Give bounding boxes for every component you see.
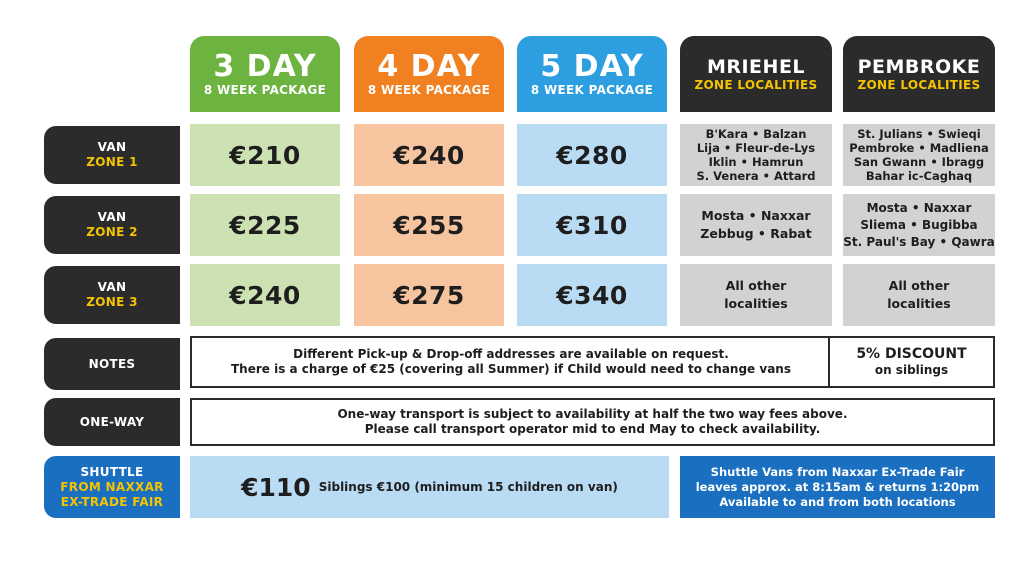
header-pembroke xyxy=(843,36,995,112)
one-way-line-1: One-way transport is subject to availability at half the two way fees above. xyxy=(337,407,848,421)
header-mriehel xyxy=(680,36,832,112)
shuttle-label-3: EX-TRADE FAIR xyxy=(60,494,164,509)
row-label-zone-1-zone: ZONE 1 xyxy=(86,155,138,169)
one-way-line-2: Please call transport operator mid to end May to check availability. xyxy=(364,422,821,436)
discount-title: 5% DISCOUNT xyxy=(856,346,967,362)
row-label-zone-3-zone: ZONE 3 xyxy=(86,295,138,309)
locality-line: All other xyxy=(888,278,950,293)
shuttle-info-line-3: Available to and from both locations xyxy=(719,494,956,509)
locality-line: Zebbug • Rabat xyxy=(700,226,812,241)
shuttle-label-1: SHUTTLE xyxy=(80,464,144,479)
row-label-one-way xyxy=(44,398,180,446)
shuttle-siblings-text: Siblings €100 (minimum 15 children on van) xyxy=(318,480,618,494)
header-mriehel-subtitle: ZONE LOCALITIES xyxy=(694,78,818,92)
shuttle-info-line-2: leaves approx. at 8:15am & returns 1:20pm xyxy=(695,479,980,494)
header-4-day xyxy=(354,36,504,112)
mriehel-zone-2-localities xyxy=(680,194,832,256)
shuttle-label-2: FROM NAXXAR xyxy=(60,479,164,494)
price-5-day-zone-3: €340 xyxy=(517,264,667,326)
row-label-zone-2-zone: ZONE 2 xyxy=(86,225,138,239)
shuttle-info-line-1: Shuttle Vans from Naxxar Ex-Trade Fair xyxy=(710,464,965,479)
row-label-notes-text: NOTES xyxy=(88,356,136,371)
row-label-zone-1-van: VAN xyxy=(97,140,127,154)
header-4-day-subtitle: 8 WEEK PACKAGE xyxy=(367,83,491,97)
header-mriehel-title: MRIEHEL xyxy=(706,56,806,78)
locality-line: Bahar ic-Caghaq xyxy=(865,169,973,183)
row-label-zone-3 xyxy=(44,266,180,324)
locality-line: S. Venera • Attard xyxy=(696,169,816,183)
price-4-day-zone-1: €240 xyxy=(354,124,504,186)
locality-line: Sliema • Bugibba xyxy=(860,217,978,232)
row-label-shuttle xyxy=(44,456,180,518)
discount-box xyxy=(828,336,995,388)
row-label-one-way-text: ONE-WAY xyxy=(79,414,145,429)
locality-line: St. Julians • Swieqi xyxy=(857,127,981,141)
header-5-day-title: 5 DAY xyxy=(540,49,644,84)
locality-line: Mosta • Naxxar xyxy=(866,200,972,215)
locality-line: Pembroke • Madliena xyxy=(849,141,989,155)
header-3-day xyxy=(190,36,340,112)
locality-line: B'Kara • Balzan xyxy=(705,127,807,141)
pembroke-zone-1-localities xyxy=(843,124,995,186)
locality-line: Mosta • Naxxar xyxy=(701,208,811,223)
header-5-day-subtitle: 8 WEEK PACKAGE xyxy=(530,83,654,97)
price-4-day-zone-2: €255 xyxy=(354,194,504,256)
locality-line: Iklin • Hamrun xyxy=(708,155,804,169)
shuttle-price-box xyxy=(190,456,669,518)
header-pembroke-subtitle: ZONE LOCALITIES xyxy=(857,78,981,92)
notes-line-1: Different Pick-up & Drop-off addresses are available on request. xyxy=(293,347,729,361)
price-3-day-zone-1: €210 xyxy=(190,124,340,186)
price-5-day-zone-1: €280 xyxy=(517,124,667,186)
price-5-day-zone-2: €310 xyxy=(517,194,667,256)
notes-line-2: There is a charge of €25 (covering all Summer) if Child would need to change vans xyxy=(231,362,791,376)
locality-line: San Gwann • Ibragg xyxy=(853,155,985,169)
row-label-notes xyxy=(44,338,180,390)
row-label-zone-3-van: VAN xyxy=(97,280,127,294)
locality-line: Lija • Fleur-de-Lys xyxy=(696,141,816,155)
shuttle-price: €110 xyxy=(241,472,311,502)
discount-subtitle: on siblings xyxy=(874,363,949,377)
header-3-day-subtitle: 8 WEEK PACKAGE xyxy=(203,83,327,97)
shuttle-info-box xyxy=(680,456,995,518)
pembroke-zone-3-localities xyxy=(843,264,995,326)
price-3-day-zone-2: €225 xyxy=(190,194,340,256)
locality-line: St. Paul's Bay • Qawra xyxy=(843,234,995,249)
row-label-zone-2-van: VAN xyxy=(97,210,127,224)
price-3-day-zone-3: €240 xyxy=(190,264,340,326)
locality-line: localities xyxy=(724,296,788,311)
row-label-zone-1 xyxy=(44,126,180,184)
header-pembroke-title: PEMBROKE xyxy=(857,56,981,78)
pembroke-zone-2-localities xyxy=(843,194,995,256)
header-5-day xyxy=(517,36,667,112)
locality-line: All other xyxy=(725,278,787,293)
mriehel-zone-1-localities xyxy=(680,124,832,186)
locality-line: localities xyxy=(887,296,951,311)
mriehel-zone-3-localities xyxy=(680,264,832,326)
header-3-day-title: 3 DAY xyxy=(213,49,317,84)
price-4-day-zone-3: €275 xyxy=(354,264,504,326)
row-label-zone-2 xyxy=(44,196,180,254)
header-4-day-title: 4 DAY xyxy=(377,49,481,84)
one-way-box xyxy=(190,398,995,446)
notes-box xyxy=(190,336,830,388)
